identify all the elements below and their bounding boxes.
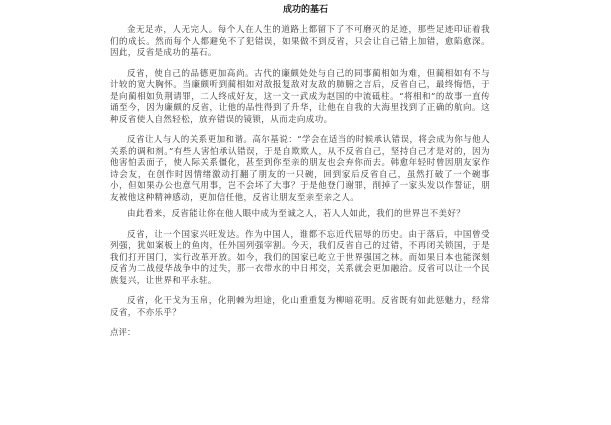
document-title: 成功的基石 (282, 5, 328, 15)
paragraph-nation: 反省，让一个国家兴旺发达。作为中国人，谁都不忘近代屈辱的历史。由于落后，中国曾受列强，犹如案板上的鱼肉，任外国列强宰割。今天，我们反省自己的过错，不再闭关锁国，于是我们打开国门，实行改革开放。如今，我们的国家已屹立于世界强国之林。而如果日本也能深刻反省为二战侵华战争中的过失，那一衣带水的中日邦交，关系就会更加融洽。反省可以让一个民族复兴，让世界和平永驻。 (110, 229, 490, 286)
paragraph-relationships: 反省让人与人的关系更加和谐。高尔基说：“学会在适当的时候承认错误，将会成为你与他人关系的调和剂。”有些人害怕承认错误，于是自欺欺人，从不反省自己，坚持自己才是对的，因为他害怕丢面子，使人际关系僵化，甚至到你至亲的朋友也会弃你而去。韩愈年轻时曾因朋友家作诗会友，在创作时因情绪激动打翻了朋友的一只碗，回到家后反省自己，虽然打破了一个碗事小，但如果办公也意气用事，岂不会坏了大事？于是他登门谢罪，削掉了一家头发以作誓证，朋友被他这种精神感动，更加信任他，反省让朋友至亲至亲之人。 (110, 135, 490, 203)
comment-label: 点评： (110, 328, 136, 338)
paragraph-character: 反省，使自己的品德更加高尚。古代的廉颇处处与自己的同事蔺相如为难，但蔺相如有不与计较的宽大胸怀。当廉颇听到蔺相如对敌报复敌对友敌的肺腑之言后，反省自己，最终悔悟，于是向蔺相如负荆请罪，二人终成好友，这一文一武成为赵国的中流砥柱。“将相和”的故事一直传诵至今，因为廉颇的反省，让他的品性得到了升华，让他在自我的大海里找到了正确的航向。这种反省使人自然轻松，放弃错误的镜锁，从而走向成功。 (110, 68, 490, 125)
paragraph-conclusion-mid: 由此看来，反省能让你在他人眼中成为至诚之人，若人人如此，我们的世界岂不美好？ (127, 209, 466, 219)
paragraph-closing: 反省，化干戈为玉帛，化荆棘为坦途，化山重重复为柳暗花明。反省既有如此惩魅力，经常反省，不亦乐乎？ (110, 296, 490, 318)
paragraph-intro: 金无足赤，人无完人。每个人在人生的道路上都留下了不可磨灭的足迹，那些足迹印证着我们的成长。然而每个人都避免不了犯错误，如果做不到反省，只会让自己错上加错，愈陷愈深。因此，反省是成功的基石。 (110, 25, 490, 58)
